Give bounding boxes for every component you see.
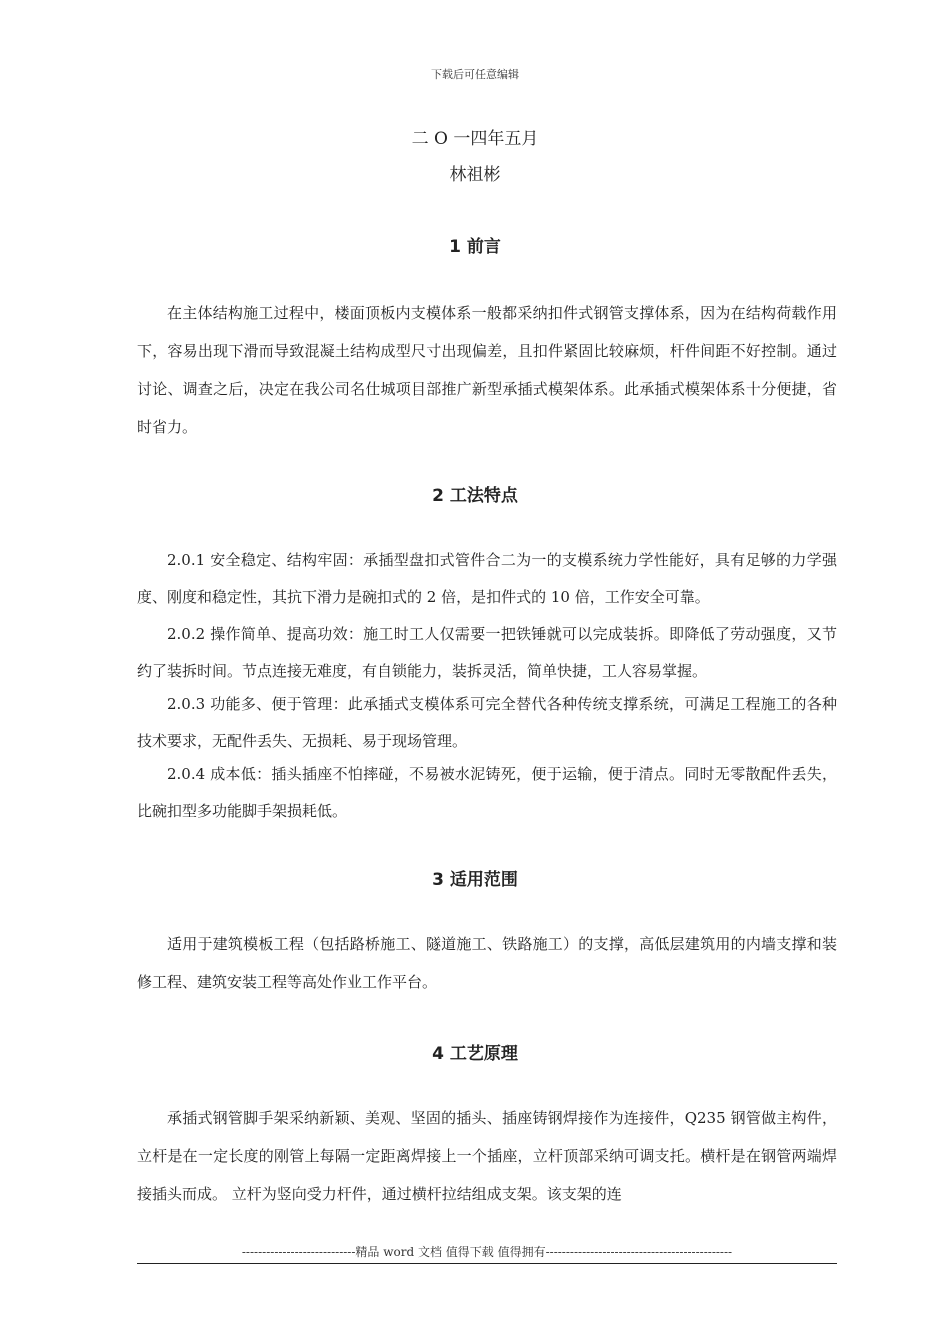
document-author: 林祖彬: [449, 165, 501, 185]
header-note: 下载后可任意编辑: [431, 68, 519, 81]
feature-item-3: 2.0.3 功能多、便于管理：此承插式支模体系可完全替代各种传统支撑系统，可满足工程施工的各种技术要求，无配件丢失、无损耗、易于现场管理。: [137, 695, 837, 750]
section-heading-scope: 3 适用范围: [432, 870, 518, 890]
footer-divider: [137, 1263, 837, 1264]
footer-note: ----------------------------精品 word 文档 值得下载 值得拥有----------------------------------------------: [241, 1245, 733, 1259]
section-heading-features: 2 工法特点: [432, 486, 518, 506]
section-heading-principle: 4 工艺原理: [432, 1044, 518, 1064]
feature-item-4: 2.0.4 成本低：插头插座不怕摔碰，不易被水泥铸死，便于运输，便于清点。同时无零散配件丢失，比碗扣型多功能脚手架损耗低。: [137, 765, 837, 820]
document-date: 二 O 一四年五月: [411, 129, 539, 149]
feature-item-1: 2.0.1 安全稳定、结构牢固：承插型盘扣式管件合二为一的支模系统力学性能好，具有足够的力学强度、刚度和稳定性，其抗下滑力是碗扣式的 2 倍，是扣件式的 10 倍，工作安全可靠。: [137, 551, 837, 606]
section-heading-preface: 1 前言: [449, 237, 501, 257]
feature-item-2: 2.0.2 操作简单、提高功效：施工时工人仅需要一把铁锤就可以完成装拆。即降低了劳动强度，又节约了装拆时间。节点连接无难度，有自锁能力，装拆灵活，简单快捷，工人容易掌握。: [137, 625, 837, 680]
section-paragraph: 承插式钢管脚手架采纳新颖、美观、坚固的插头、插座铸钢焊接作为连接件，Q235 钢管做主构件，立杆是在一定长度的刚管上每隔一定距离焊接上一个插座，立杆顶部采纳可调支托。横杆是在钢管两端焊接插头而成。 立杆为竖向受力杆件，通过横杆拉结组成支架。该支架的连: [137, 1109, 837, 1203]
section-paragraph: 在主体结构施工过程中，楼面顶板内支模体系一般都采纳扣件式钢管支撑体系，因为在结构荷载作用下，容易出现下滑而导致混凝土结构成型尺寸出现偏差，且扣件紧固比较麻烦，杆件间距不好控制。通过讨论、调查之后，决定在我公司名仕城项目部推广新型承插式模架体系。此承插式模架体系十分便捷，省时省力。: [137, 304, 837, 436]
section-paragraph: 适用于建筑模板工程（包括路桥施工、隧道施工、铁路施工）的支撑，高低层建筑用的内墙支撑和装修工程、建筑安装工程等高处作业工作平台。: [137, 935, 837, 991]
